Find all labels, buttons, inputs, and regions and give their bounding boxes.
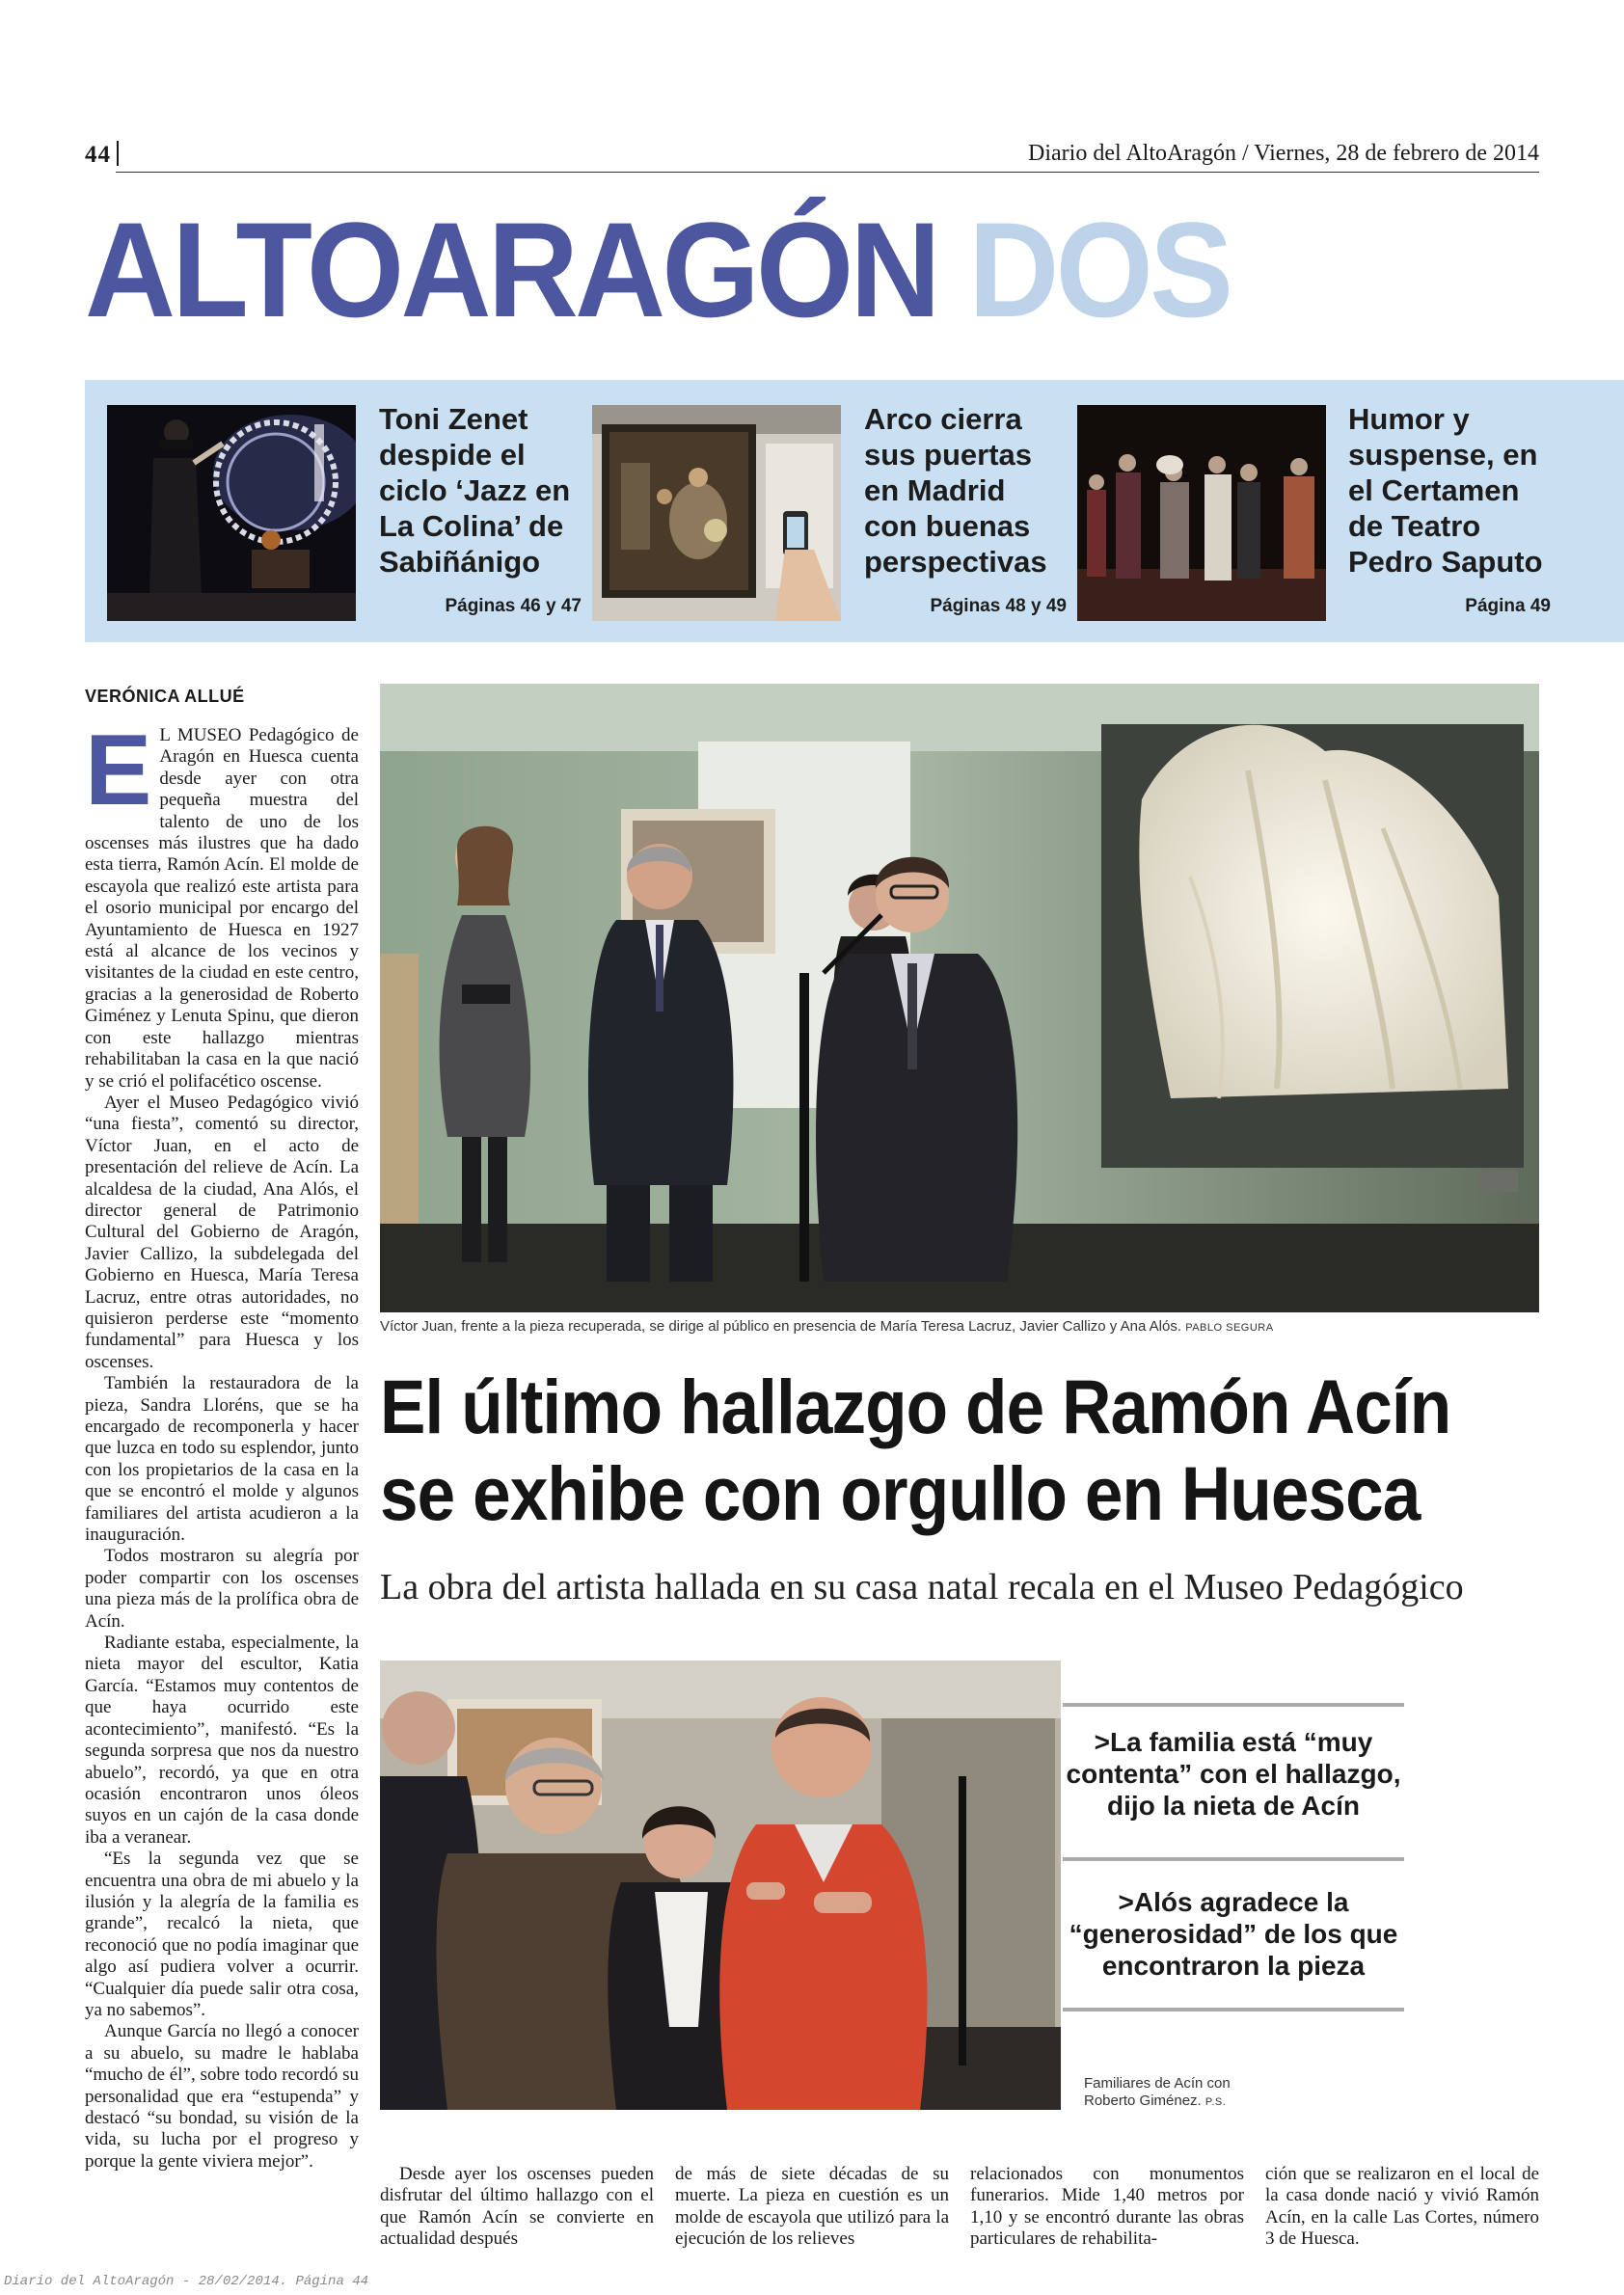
second-photo[interactable]	[380, 1660, 1061, 2110]
article-paragraph: También la restauradora de la pieza, Sandra Lloréns, que se ha encargado de recomponerla y hacer que luzca en todo su esplendor, junto con los propietarios de la casa en la que se encontró el molde y algunos familiares del artista acudieron a la inauguración.	[85, 1373, 359, 1546]
bottom-columns	[380, 2164, 1539, 2251]
promo-photo-theatre[interactable]	[1077, 405, 1326, 621]
promo-title-1[interactable]: Toni Zenet despide el ciclo ‘Jazz en La Colina’ de Sabiñánigo	[379, 402, 571, 579]
page-number: 44	[85, 141, 119, 169]
article-paragraph: “Es la segunda vez que se encuentra una obra de mi abuelo y la ilusión y la alegría de la familia es grande”, recalcó la nieta, que reconoció que no podía imaginar que algo así pudiera volver a ocurrir. “Cualquier día puede salir otra cosa, ya no sabemos”.	[85, 1849, 359, 2020]
dateline: Diario del AltoAragón / Viernes, 28 de febrero de 2014	[1028, 141, 1539, 166]
article-paragraph: Desde ayer los oscenses pueden disfrutar del último hallazgo con el que Ramón Acín se convierte en actualidad después	[380, 2164, 654, 2250]
article-paragraph: de más de siete décadas de su muerte. La pieza en cuestión es un molde de escayola que utilizó para la ejecución de los relieves	[675, 2164, 949, 2250]
promo-pages-3: Página 49	[1465, 596, 1551, 616]
article-paragraph: relacionados con monumentos funerarios. Mide 1,40 metros por 1,10 y se encontró durante las obras particulares de rehabilita-	[970, 2164, 1244, 2250]
pull-rule-top	[1063, 1703, 1404, 1707]
article-column-2	[380, 2164, 654, 2251]
article-column-1	[85, 715, 359, 2173]
photo-credit: P.S.	[1204, 2096, 1227, 2108]
article-paragraph: Todos mostraron su alegría por poder compartir con los oscenses una pieza más de la prolífica obra de Acín.	[85, 1546, 359, 1632]
promo-band	[85, 380, 1624, 642]
article-paragraph: Aunque García no llegó a conocer a su abuelo, su madre le hablaba “mucho de él”, sobre todo recordó su personalidad que era “estupenda” y destacó “su bondad, su visión de la vida, su lucha por el progreso y porque la gente viviera mejor”.	[85, 2021, 359, 2172]
article-paragraph: Ayer el Museo Pedagógico vivió “una fiesta”, comentó su director, Víctor Juan, en el acto de presentación del relieve de Acín. La alcaldesa de la ciudad, Ana Alós, el director general de Patrimonio Cultural del Gobierno de Aragón, Javier Callizo, la subdelegada del Gobierno en Huesca, María Teresa Lacruz, entre otras autoridades, no quisieron perderse este “momento fundamental” para Huesca y los oscenses.	[85, 1092, 359, 1372]
promo-pages-2: Páginas 48 y 49	[930, 596, 1067, 616]
article-column-5	[1265, 2164, 1539, 2251]
pull-quote-1: >La familia está “muy contenta” con el hallazgo, dijo la nieta de Acín	[1066, 1727, 1401, 1821]
subheadline: La obra del artista hallada en su casa natal recala en el Museo Pedagógico	[380, 1567, 1464, 1607]
article-paragraph: Radiante estaba, especialmente, la nieta mayor del escultor, Katia García. “Estamos muy contentos de que haya ocurrido este acontecimiento”, manifestó. “Es la segunda sorpresa que nos da nuestro abuelo”, recordó, ya que en otra ocasión encontraron unos óleos suyos en un cajón de la casa donde iba a veranear.	[85, 1633, 359, 1848]
main-photo-caption	[380, 1318, 1274, 1335]
article-column-4	[970, 2164, 1244, 2251]
article-column-3	[675, 2164, 949, 2251]
header-rule	[116, 172, 1539, 173]
pull-quote-2: >Alós agradece la “generosidad” de los que encontraron la pieza	[1069, 1887, 1398, 1981]
promo-title-2[interactable]: Arco cierra sus puertas en Madrid con buenas perspectivas	[864, 402, 1047, 579]
drop-cap: E	[85, 715, 152, 826]
headline	[380, 1364, 1482, 1537]
main-photo[interactable]	[380, 684, 1539, 1312]
article-paragraph: L MUSEO Pedagógico de Aragón en Huesca cuenta desde ayer con otra pequeña muestra del talento de uno de los oscenses más ilustres que ha dado esta tierra, Ramón Acín. El molde de escayola que realizó este artista para el osorio municipal por encargo del Ayuntamiento de Huesca en 1927 está al alcance de los vecinos y visitantes de la ciudad en este centro, gracias a la generosidad de Roberto Giménez y Lenuta Spinu, que dieron con este hallazgo mientras rehabilitaban la casa en la que nació y se crió el polifacético oscense.	[85, 725, 359, 1092]
promo-photo-concert[interactable]	[107, 405, 356, 621]
masthead-word-2: DOS	[968, 194, 1231, 345]
promo-photo-arco[interactable]	[592, 405, 841, 621]
article-paragraph: ción que se realizaron en el local de la casa donde nació y vivió Ramón Acín, en la calle Las Cortes, número 3 de Huesca.	[1265, 2164, 1539, 2250]
second-photo-caption	[1084, 2075, 1277, 2111]
pull-rule-bottom	[1063, 2008, 1404, 2012]
pull-rule-middle	[1063, 1857, 1404, 1861]
byline: VERÓNICA ALLUÉ	[85, 687, 245, 706]
photo-credit: PABLO SEGURA	[1185, 1322, 1274, 1334]
section-masthead	[85, 194, 1231, 345]
masthead-word-1: ALTOARAGÓN	[85, 194, 937, 345]
caption-text: Víctor Juan, frente a la pieza recuperada, se dirige al público en presencia de María Teresa Lacruz, Javier Callizo y Ana Alós.	[380, 1318, 1182, 1335]
headline-line-1: El último hallazgo de Ramón Acín	[380, 1364, 1451, 1449]
caption-text: Familiares de Acín con Roberto Giménez.	[1084, 2075, 1231, 2109]
promo-title-3[interactable]: Humor y suspense, en el Certamen de Teatro Pedro Saputo	[1348, 402, 1543, 579]
headline-line-2: se exhibe con orgullo en Huesca	[380, 1450, 1421, 1536]
promo-pages-1: Páginas 46 y 47	[445, 596, 582, 616]
footer-stamp: Diario del AltoAragón - 28/02/2014. Página 44	[4, 2274, 369, 2289]
